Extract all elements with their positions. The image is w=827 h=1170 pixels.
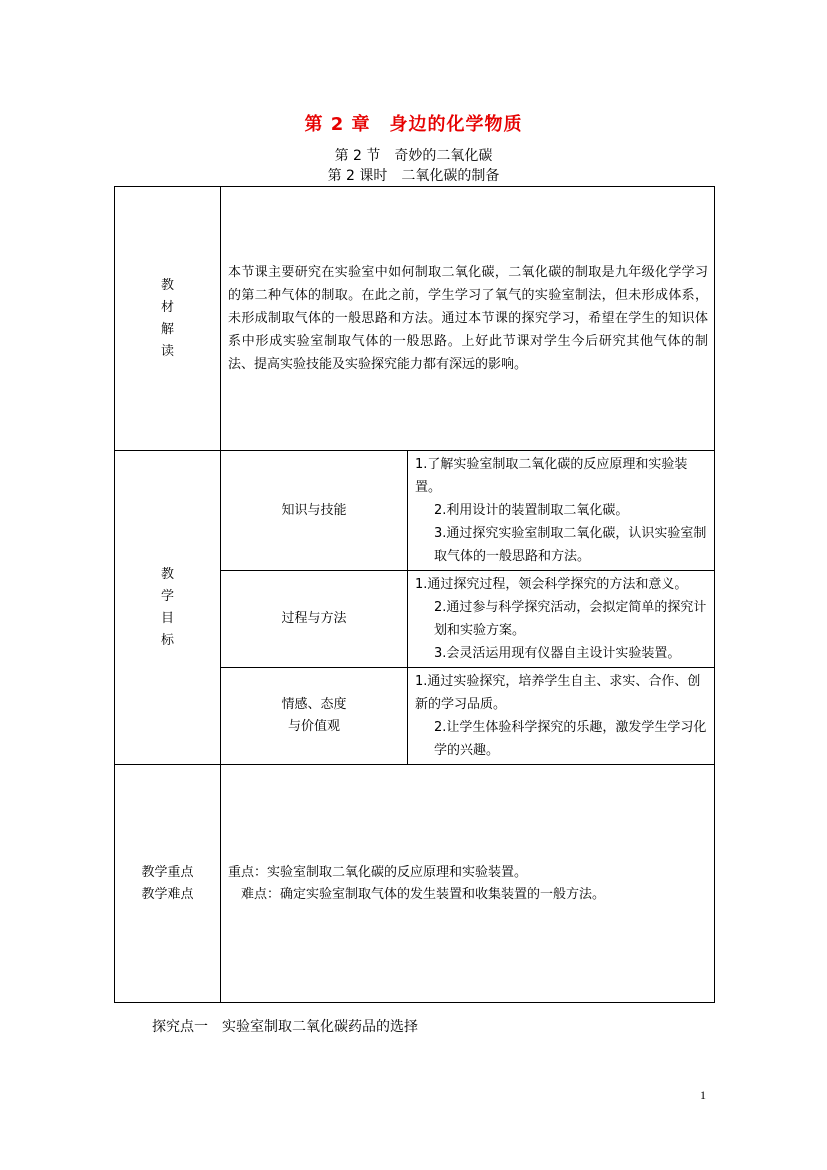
objectives-label-char: 目 [160, 610, 174, 626]
objectives-label-char: 标 [160, 632, 174, 648]
focus-label-line: 教学难点 [141, 886, 194, 902]
focus-label-line: 教学重点 [141, 864, 194, 880]
difficulty-point: 难点：确定实验室制取气体的发生装置和收集装置的一般方法。 [241, 886, 606, 902]
key-point: 重点：实验室制取二氧化碳的反应原理和实验装置。 [228, 864, 528, 880]
objective-item: 2.通过参与科学探究活动，会拟定简单的探究计划和实验方案。 [434, 600, 707, 638]
analysis-label-char: 材 [160, 299, 174, 315]
objectives-label-char: 学 [160, 588, 174, 604]
objective-items-knowledge [408, 451, 715, 571]
objective-item: 3.通过探究实验室制取二氧化碳，认识实验室制取气体的一般思路和方法。 [434, 526, 707, 564]
objective-category-knowledge: 知识与技能 [221, 451, 408, 571]
analysis-label-char: 读 [160, 343, 174, 359]
page-number: 1 [700, 1088, 706, 1102]
analysis-label [115, 187, 221, 451]
objective-category-attitude [221, 668, 408, 765]
focus-row [115, 765, 715, 1003]
analysis-label-char: 解 [160, 321, 174, 337]
objective-items-attitude [408, 668, 715, 765]
objective-row-knowledge [115, 451, 715, 571]
objective-item: 2.让学生体验科学探究的乐趣，激发学生学习化学的兴趣。 [434, 720, 707, 758]
analysis-label-char: 教 [160, 277, 174, 293]
focus-label [115, 765, 221, 1003]
section-title: 第 2 节 奇妙的二氧化碳 [334, 148, 493, 164]
objective-category-line: 与价值观 [287, 719, 340, 734]
analysis-text: 本节课主要研究在实验室中如何制取二氧化碳，二氧化碳的制取是九年级化学学习的第二种气体的制取。在此之前，学生学习了氧气的实验室制法，但未形成体系，未形成制取气体的一般思路和方法。通过本节课的探究学习，希望在学生的知识体系中形成实验室制取气体的一般思路。上好此节课对学生今后研究其他气体的制法、提高实验技能及实验探究能力都有深远的影响。 [221, 187, 715, 451]
objectives-label [115, 451, 221, 765]
objective-items-process [408, 571, 715, 668]
explore-point-title: 探究点一 实验室制取二氧化碳药品的选择 [152, 1019, 418, 1035]
objective-item: 3.会灵活运用现有仪器自主设计实验装置。 [434, 646, 681, 661]
analysis-row [115, 187, 715, 451]
objectives-label-char: 教 [160, 566, 174, 582]
objective-category-line: 情感、态度 [281, 697, 347, 712]
objective-item: 1.通过探究过程，领会科学探究的方法和意义。 [415, 577, 688, 592]
objective-item: 1.了解实验室制取二氧化碳的反应原理和实验装置。 [415, 457, 688, 495]
objective-category-process: 过程与方法 [221, 571, 408, 668]
lesson-plan-table [114, 186, 715, 1003]
focus-text [221, 765, 715, 1003]
objective-item: 1.通过实验探究，培养学生自主、求实、合作、创新的学习品质。 [415, 674, 701, 712]
chapter-title: 第 2 章 身边的化学物质 [304, 114, 523, 135]
lesson-title: 第 2 课时 二氧化碳的制备 [327, 168, 500, 184]
objective-item: 2.利用设计的装置制取二氧化碳。 [434, 503, 629, 518]
